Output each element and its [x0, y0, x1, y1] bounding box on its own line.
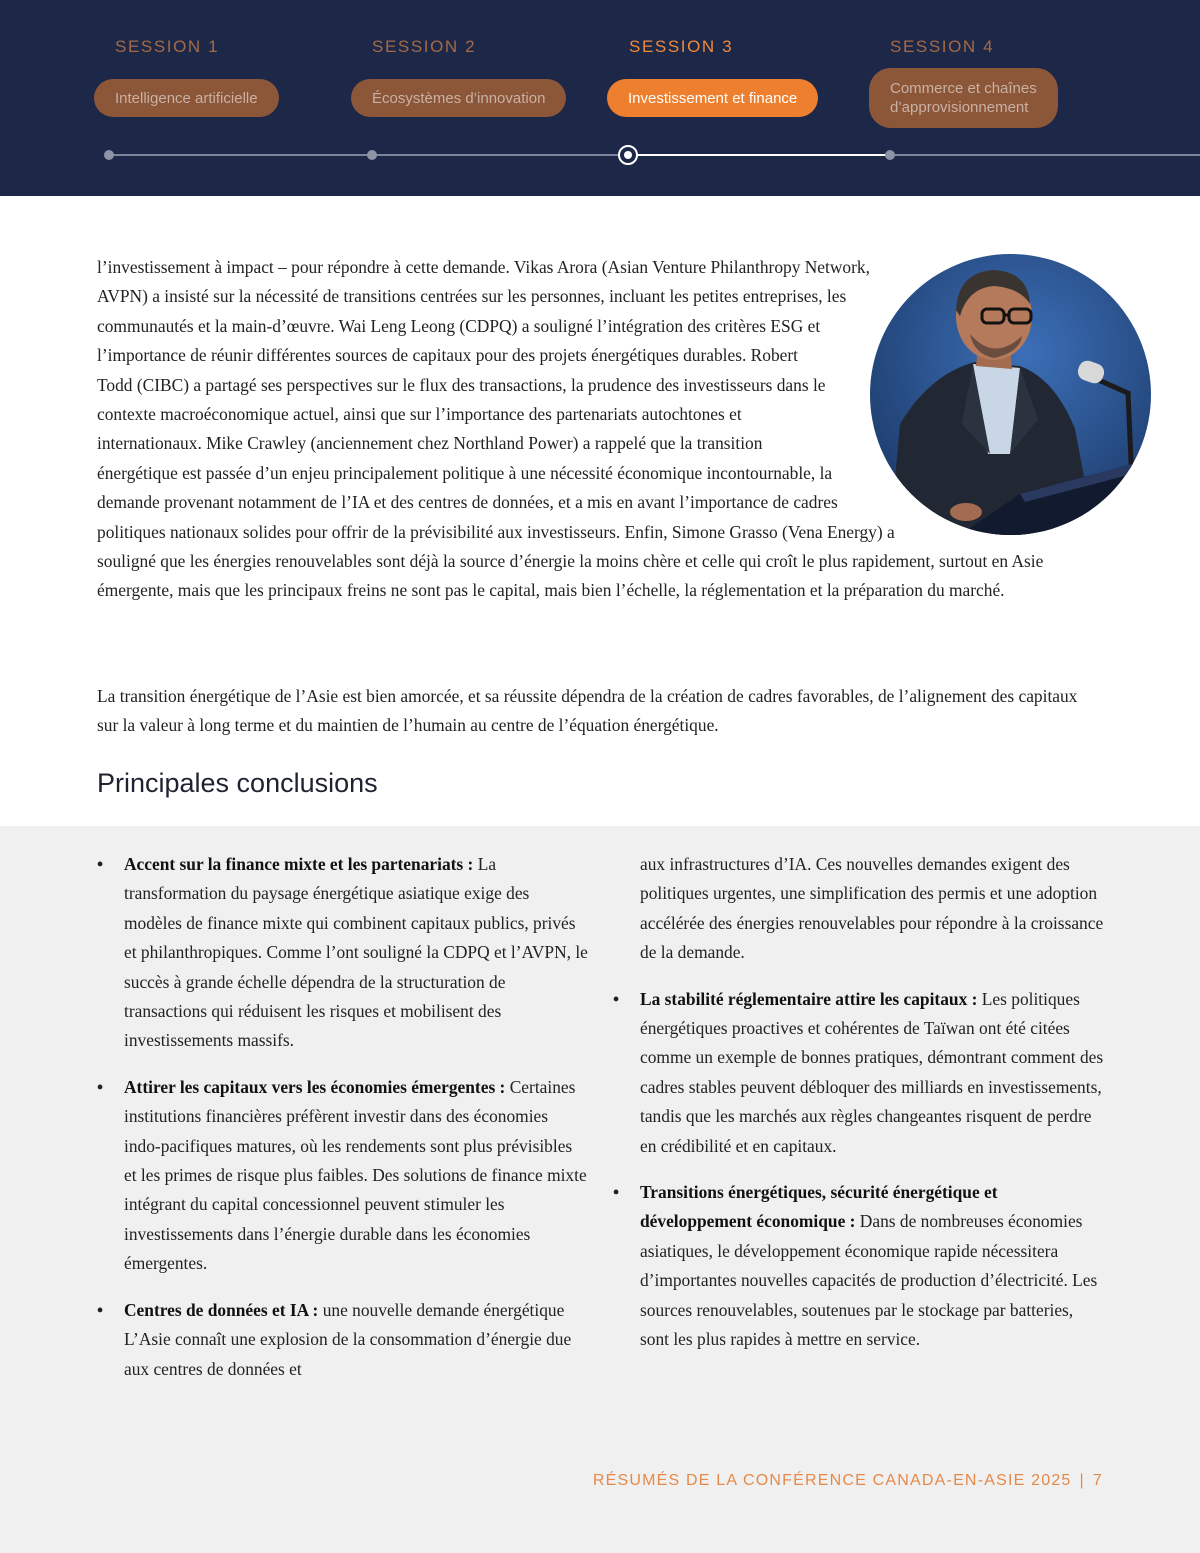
session-4-label: SESSION 4: [890, 37, 995, 56]
conclusion-item: [613, 1178, 1105, 1354]
conclusion-title: Centres de données et IA :: [124, 1299, 319, 1320]
footer-separator: |: [1079, 1472, 1085, 1489]
conclusion-text: une nouvelle demande énergétique L’Asie connaît une explosion de la consommation d’énergie due aux centres de données et: [124, 1299, 572, 1379]
bullet-icon: •: [97, 1299, 104, 1320]
body-paragraph-2: La transition énergétique de l’Asie est bien amorcée, et sa réussite dépendra de la création de cadres favorables, de l’alignement des capitaux sur la valeur à long terme et du maintien de l’humain au centre de l’équation énergétique.: [97, 686, 1078, 736]
conclusion-item: [97, 1073, 589, 1279]
session-4-pill-line2: d’approvisionnement: [890, 99, 1029, 116]
session-4-pill[interactable]: [869, 68, 1058, 128]
session-2-pill[interactable]: Écosystèmes d’innovation: [351, 79, 566, 117]
conclusion-item: [97, 850, 589, 1056]
conclusion-item-continuation: aux infrastructures d’IA. Ces nouvelles demandes exigent des politiques urgentes, une simplification des permis et une adoption accélérée des énergies renouvelables pour répondre à la croissance de la demande.: [640, 854, 1104, 963]
bullet-icon: •: [97, 854, 104, 874]
bullet-icon: •: [613, 988, 620, 1009]
conclusion-title: La stabilité réglementaire attire les capitaux :: [640, 988, 978, 1009]
conclusion-title: Transitions énergétiques, sécurité énergétique et développement économique :: [640, 1182, 998, 1232]
session-2-label: SESSION 2: [372, 37, 477, 56]
conclusion-text: Dans de nombreuses économies asiatiques, le développement économique rapide nécessitera d’importantes nouvelles capacités de production d’électricité. Les sources renouvelables, soutenues par le stockage par batteries, sont les plus rapides à mettre en service.: [640, 1211, 1098, 1350]
conclusion-text: La transformation du paysage énergétique asiatique exige des modèles de finance mixte qui combinent capitaux publics, privés et philanthropiques. Comme l’ont souligné la CDPQ et l’AVPN, le succès à grande échelle dépendra de la structuration de transactions qui réduisent les risques et mobilisent des investissements massifs.: [124, 854, 588, 1051]
bullet-icon: •: [97, 1076, 104, 1097]
conclusion-item: [613, 985, 1105, 1161]
timeline-current-marker[interactable]: [618, 145, 638, 165]
footer-title: RÉSUMÉS DE LA CONFÉRENCE CANADA-EN-ASIE 2025: [592, 1472, 1072, 1489]
page-number: 7: [1092, 1472, 1103, 1489]
body-paragraph-1-text: l’investissement à impact – pour répondre à cette demande. Vikas Arora (Asian Venture Philanthropy Network, AVPN) a insisté sur la nécessité de transitions centrées sur les personnes, incluant les petites entreprises, les communautés et la main-d’œuvre. Wai Leng Leong (CDPQ) a souligné l’intégration des critères ESG et l’importance de réunir différentes sources de capitaux pour des projets énergétiques durables. Robert Todd (CIBC) a partagé ses perspectives sur le flux des transactions, la prudence des investisseurs dans le contexte macroéconomique actuel, ainsi que sur l’importance des partenariats autochtones et internationaux. Mike Crawley (anciennement chez Northland Power) a rappelé que la transition énergétique est passée d’un enjeu principalement politique à une nécessité économique incontournable, la demande provenant notamment de l’IA et des centres de données, et a mis en avant l’importance de cadres politiques nationaux solides pour offrir de la prévisibilité aux investisseurs. Enfin, Simone Grasso (Vena Energy) a souligné que les énergies renouvelables sont déjà la source d’énergie la moins chère et celle qui croît le plus rapidement, surtout en Asie émergente, mais que les principaux freins ne sont pas le capital, mais bien l’échelle, la réglementation et la préparation du marché.: [97, 257, 1044, 601]
conclusions-column-right: [613, 850, 1105, 1372]
session-1-pill[interactable]: Intelligence artificielle: [94, 79, 279, 117]
timeline-dot-session-2[interactable]: [367, 150, 377, 160]
section-heading: Principales conclusions: [97, 768, 378, 798]
speaker-photo: [870, 254, 1151, 535]
bullet-icon: •: [613, 1182, 620, 1203]
conclusion-text: Certaines institutions financières préfèrent investir dans des économies indo-pacifiques matures, où les rendements sont plus prévisibles et les primes de risque plus faibles. Des solutions de finance mixte intégrant du capital concessionnel peuvent stimuler les investissements dans l’énergie durable dans les économies émergentes.: [124, 1076, 587, 1274]
speaker-illustration: [870, 254, 1151, 535]
timeline-dot-session-4[interactable]: [885, 150, 895, 160]
session-3-label: SESSION 3: [629, 37, 734, 56]
page-footer: [593, 1472, 1103, 1490]
session-4-pill-line1: Commerce et chaînes: [890, 80, 1037, 97]
timeline-track-future: [890, 154, 1200, 156]
session-header: [0, 0, 1200, 196]
conclusion-item: [97, 1296, 589, 1384]
session-1-label: SESSION 1: [115, 37, 220, 56]
conclusion-title: Attirer les capitaux vers les économies émergentes :: [124, 1076, 506, 1097]
session-3-pill[interactable]: Investissement et finance: [607, 79, 818, 117]
conclusion-title: Accent sur la finance mixte et les partenariats :: [124, 854, 474, 874]
conclusions-column-left: [97, 850, 589, 1401]
conclusion-text: Les politiques énergétiques proactives et cohérentes de Taïwan ont été citées comme un exemple de bonnes pratiques, démontrant comment des cadres stables peuvent débloquer des milliards en investissements, tandis que les marchés aux règles changeantes risquent de perdre en crédibilité et en capitaux.: [640, 988, 1104, 1156]
timeline-track-current: [628, 154, 890, 156]
timeline-dot-session-1[interactable]: [104, 150, 114, 160]
